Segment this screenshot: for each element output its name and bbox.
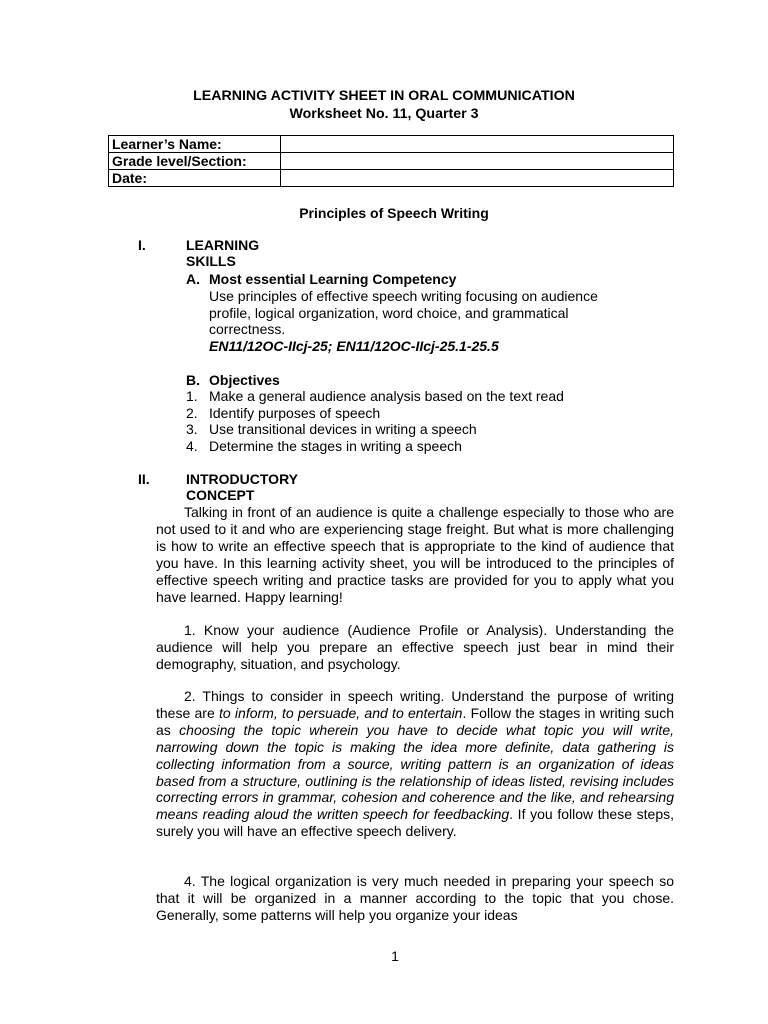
subsection-label: B.: [186, 372, 200, 388]
list-item: 1. Make a general audience analysis based on the text read: [186, 388, 564, 404]
date-field[interactable]: [281, 170, 674, 187]
section-title: LEARNING SKILLS: [186, 237, 260, 269]
subsection-title: Most essential Learning Competency: [209, 271, 457, 287]
competency-line: Use principles of effective speech writing focusing on audience: [209, 288, 598, 304]
section-numeral: II.: [138, 471, 150, 487]
document-title: LEARNING ACTIVITY SHEET IN ORAL COMMUNICATION: [193, 88, 575, 104]
table-row: [109, 153, 674, 170]
worksheet-number: Worksheet No. 11, Quarter 3: [289, 106, 479, 122]
audience-paragraph: 1. Know your audience (Audience Profile or Analysis). Understanding the audience will help you prepare an effective speech just bear in mind their demography, situation, and psychology.: [156, 622, 674, 672]
date-label: Date:: [109, 170, 281, 187]
competency-line: profile, logical organization, word choice, and grammatical: [209, 304, 569, 321]
document-header: [0, 87, 768, 123]
objectives-list: [186, 388, 564, 454]
table-row: [109, 170, 674, 187]
intro-paragraph: Talking in front of an audience is quite a challenge especially to those who are not used to it and who are experiencing stage freight. But what is more challenging is how to write an effective speech that is appropriate to the kind of audience that you have. In this learning activity sheet, you will be introduced to the principles of effective speech writing and practice tasks are provided for you to apply what you have learned. Happy learning!: [156, 504, 674, 605]
list-item: 2. Identify purposes of speech: [186, 404, 381, 421]
section-numeral: I.: [138, 237, 146, 253]
page-number: 1: [391, 948, 399, 964]
learner-info-table: [108, 135, 674, 187]
lesson-title: Principles of Speech Writing: [299, 205, 489, 221]
competency-text: [209, 288, 649, 354]
grade-section-field[interactable]: [281, 153, 674, 170]
grade-section-label: Grade level/Section:: [109, 153, 281, 170]
list-item: 3. Use transitional devices in writing a speech: [186, 421, 477, 438]
list-item: 4. Determine the stages in writing a speech: [186, 437, 462, 454]
section-title: INTRODUCTORY CONCEPT: [186, 471, 298, 503]
competency-line: correctness.: [209, 321, 286, 338]
organization-paragraph: 4. The logical organization is very much needed in preparing your speech so that it will be organized in a manner according to the topic that you chose. Generally, some patterns will help you organize your ideas: [156, 873, 674, 923]
subsection-label: A.: [186, 271, 200, 287]
learner-name-label: Learner’s Name:: [109, 136, 281, 153]
learner-name-field[interactable]: [281, 136, 674, 153]
table-row: [109, 136, 674, 153]
competency-code: EN11/12OC-IIcj-25; EN11/12OC-IIcj-25.1-25.5: [209, 337, 499, 354]
speech-writing-paragraph: 2. Things to consider in speech writing. Understand the purpose of writing these are to inform, to persuade, and to entertain. Follow the stages in writing such as choosing the topic wherein you have to decide what topic you will write, narrowing down the topic is making the idea more definite, data gathering is collecting information from a source, writing pattern is an organization of ideas based from a structure, outlining is the relationship of ideas listed, revising includes correcting errors in grammar, cohesion and coherence and the like, and rehearsing means reading aloud the written speech for feedbacking. If you follow these steps, surely you will have an effective speech delivery.: [156, 688, 674, 840]
subsection-title: Objectives: [209, 372, 280, 388]
